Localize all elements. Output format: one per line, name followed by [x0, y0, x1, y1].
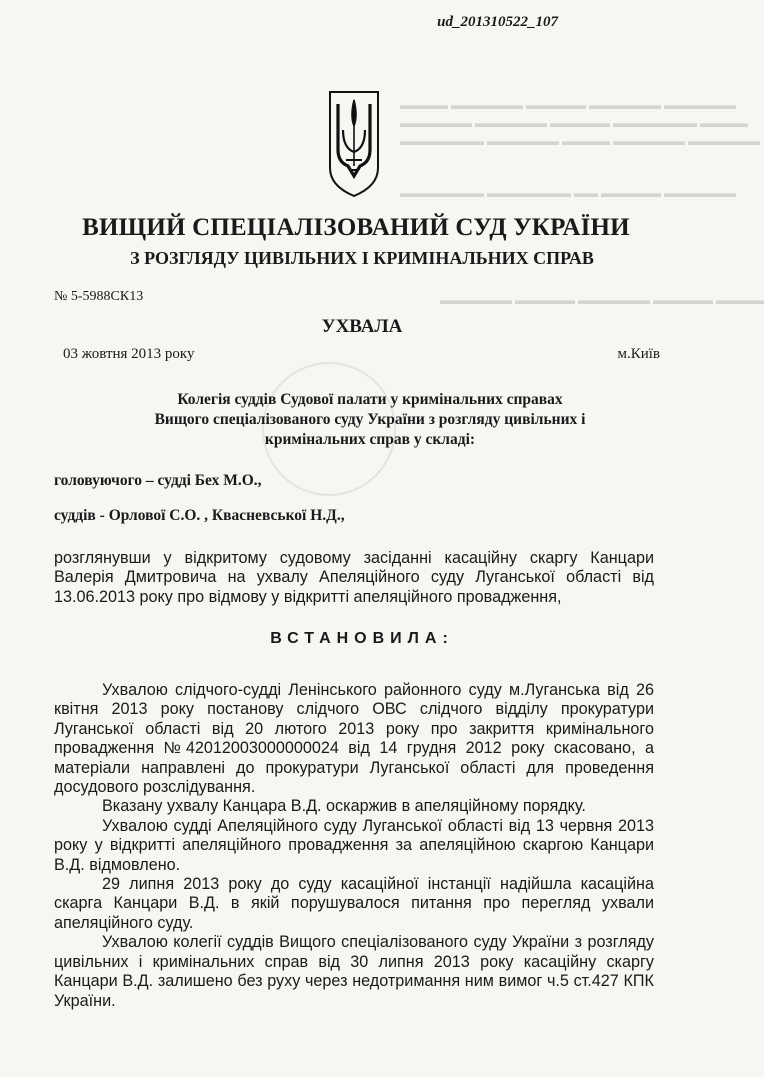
case-number: № 5-5988СК13	[54, 289, 144, 304]
body-paragraph: Вказану ухвалу Канцара В.Д. оскаржив в апеляційному порядку.	[102, 797, 586, 816]
bleed-through-text: ▬▬▬▬▬▬ ▬▬▬▬▬▬ ▬▬▬▬▬ ▬▬▬▬▬▬▬ ▬▬▬▬	[400, 116, 748, 130]
body-paragraph: Ухвалою слідчого-судді Ленінського районного суду м.Луганська від 26 квітня 2013 року постанову слідчого ОВС слідчого відділу прокуратури Луганської області від 20 лютого 2013 року про закриття кримінального провадження №42012003000000024 від 14 грудня 2012 року скасовано, а матеріали направлені до прокуратури Луганської області для проведення досудового розслідування.	[54, 681, 654, 797]
document-city: м.Київ	[617, 346, 660, 362]
presiding-judge: головуючого – судді Бех М.О.,	[54, 472, 262, 489]
document-id-stamp: ud_201310522_107	[437, 14, 558, 30]
bleed-through-text: ▬▬▬▬ ▬▬▬▬▬▬ ▬▬▬▬▬ ▬▬▬▬▬▬ ▬▬▬▬▬▬	[400, 98, 736, 112]
panel-line: Вищого спеціалізованого суду України з розгляду цивільних і	[154, 411, 586, 428]
intro-paragraph: розглянувши у відкритому судовому засіданні касаційну скаргу Канцари Валерія Дмитровича на ухвалу Апеляційного суду Луганської області від 13.06.2013 року про відмову у відкритті апеляційного провадження,	[54, 549, 654, 606]
trident-emblem-icon	[326, 86, 382, 200]
findings-section	[54, 681, 654, 1011]
document-type-title: УХВАЛА	[321, 316, 403, 337]
body-paragraph: Ухвалою судді Апеляційного суду Луганської області від 13 червня 2013 року у відкритті апеляційного провадження за апеляційною скаргою Канцари В.Д. відмовлено.	[54, 816, 654, 874]
bleed-through-text: ▬▬▬▬▬▬▬ ▬▬▬▬▬▬ ▬▬▬▬ ▬▬▬▬▬▬ ▬▬▬▬▬▬	[400, 134, 760, 148]
panel-judges: суддів - Орлової С.О. , Квасневської Н.Д.,	[54, 507, 345, 524]
court-name: ВИЩИЙ СПЕЦІАЛІЗОВАНИЙ СУД УКРАЇНИ	[82, 214, 630, 241]
panel-line: Колегія суддів Судової палати у кримінальних справах	[177, 391, 563, 408]
body-paragraph: Ухвалою колегії суддів Вищого спеціалізованого суду України з розгляду цивільних і кримінальних справ від 30 липня 2013 року касаційну скаргу Канцари В.Д. залишено без руху через недотримання ним вимог ч.5 ст.427 КПК України.	[54, 933, 654, 1010]
section-heading: ВСТАНОВИЛА:	[270, 630, 454, 647]
panel-line: кримінальних справ у складі:	[264, 431, 476, 448]
judicial-panel	[90, 390, 650, 450]
bleed-through-text: ▬▬▬▬▬▬▬ ▬▬▬▬▬▬▬ ▬▬ ▬▬▬▬▬ ▬▬▬▬▬▬	[400, 186, 736, 200]
court-subtitle: З РОЗГЛЯДУ ЦИВІЛЬНИХ І КРИМІНАЛЬНИХ СПРАВ	[130, 248, 594, 268]
bleed-through-text: ▬▬▬▬▬▬ ▬▬▬▬▬ ▬▬▬▬▬▬ ▬▬▬▬▬ ▬▬▬▬	[440, 293, 764, 307]
document-date: 03 жовтня 2013 року	[63, 346, 195, 362]
body-paragraph: 29 липня 2013 року до суду касаційної інстанції надійшла касаційна скарга Канцари В.Д. в якій порушувалося питання про перегляд ухвали апеляційного суду.	[54, 875, 654, 932]
